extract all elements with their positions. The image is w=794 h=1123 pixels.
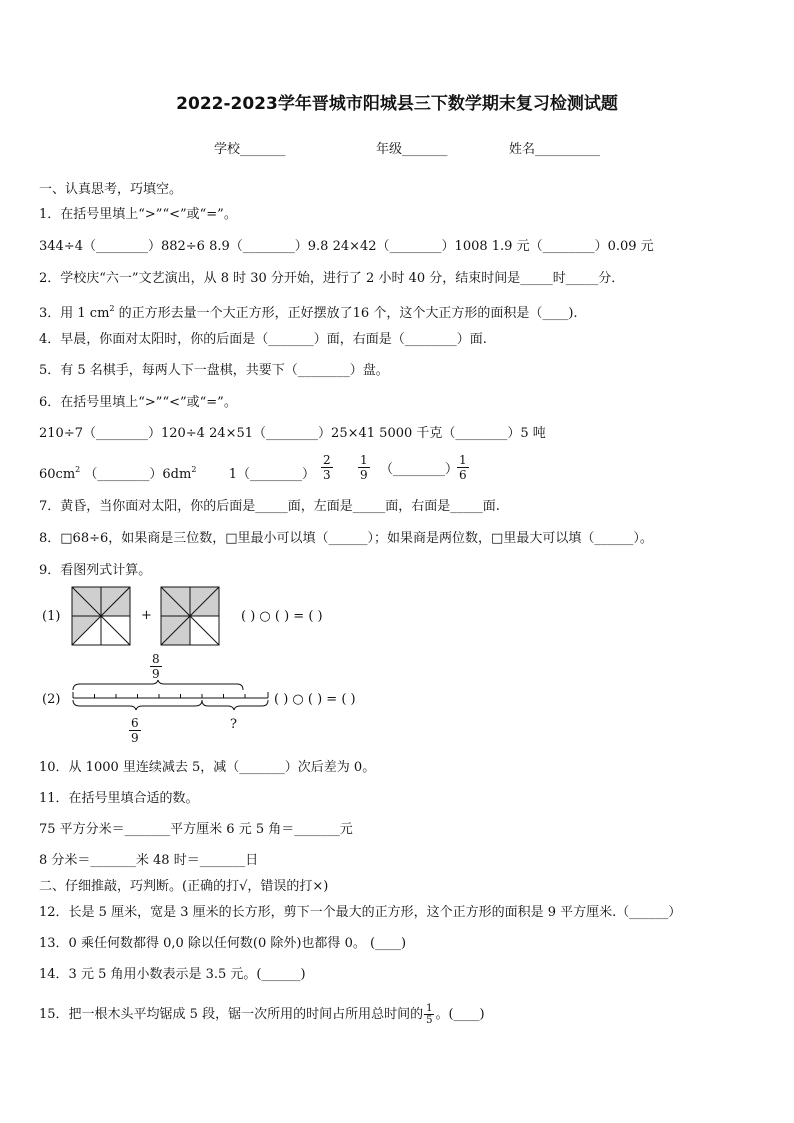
q6-sup-1: 2 [75, 465, 81, 474]
square-figure-2 [161, 587, 221, 647]
question-1-stem: 1．在括号里填上“>”“<”或“=”。 [39, 207, 237, 222]
q6-row2-c: 1（________） [228, 467, 315, 482]
question-2: 2．学校庆“六一”文艺演出，从 8 时 30 分开始，进行了 2 小时 40 分，结束时间是_____时_____分． [39, 271, 625, 286]
q6-sup-2: 2 [191, 465, 197, 474]
q6-row2-a: 60cm [39, 467, 76, 482]
q6-fraction-1: $\frac{2}{3}$ [323, 453, 331, 482]
question-3-sup: 2 [109, 304, 115, 313]
q9-label-1: (1) [42, 609, 61, 624]
section-1-heading: 一、认真思考，巧填空。 [39, 182, 183, 197]
question-15-fraction: $\frac{1}{5}$ [426, 1003, 433, 1026]
school-field[interactable]: 学校_______ [214, 142, 286, 157]
q6-fraction-3: $\frac{1}{6}$ [459, 453, 467, 482]
question-11-stem: 11．在括号里填合适的数。 [39, 791, 199, 806]
question-13: 13．0 乘任何数都得 0,0 除以任何数(0 除外)也都得 0。 (____) [39, 936, 407, 951]
bottom-brace-right [202, 700, 268, 710]
name-field[interactable]: 姓名__________ [509, 142, 601, 157]
question-3-post: 的正方形去量一个大正方形，正好摆放了16 个，这个大正方形的面积是（____). [114, 306, 578, 321]
q9-expression-1: ( ) ○ ( ) = ( ) [241, 609, 323, 624]
bottom-brace-left [73, 700, 202, 710]
top-brace [73, 680, 243, 690]
question-15-post: 。(____) [435, 1007, 485, 1022]
plus-sign: + [141, 608, 152, 623]
q6-fraction-2: $\frac{1}{9}$ [360, 453, 368, 482]
question-1-row: 344÷4（________）882÷6 8.9（________）9.8 24×42（________）1008 1.9 元（________）0.09 元 [39, 239, 654, 254]
question-3-pre: 3．用 1 cm [39, 306, 110, 321]
question-14: 14．3 元 5 角用小数表示是 3.5 元。(______) [39, 967, 306, 982]
question-6-stem: 6．在括号里填上“>”“<”或“=”。 [39, 395, 237, 410]
question-9-stem: 9．看图列式计算。 [39, 563, 152, 578]
section-2-heading: 二、仔细推敲，巧判断。(正确的打√，错误的打×) [39, 879, 329, 894]
page-title: 2022-2023学年晋城市阳城县三下数学期末复习检测试题 [176, 94, 618, 114]
q9-expression-2: ( ) ○ ( ) = ( ) [274, 692, 356, 707]
q9-label-2: (2) [42, 692, 61, 707]
q6-row2-d: （________） [380, 462, 459, 477]
question-6-row-2 [39, 461, 315, 484]
q9-bottom-fraction: $\frac{6}{9}$ [131, 716, 139, 745]
q6-row2-b: （________）6dm [84, 467, 192, 482]
question-11-row-1: 75 平方分米＝_______平方厘米 6 元 5 角＝_______元 [39, 822, 353, 837]
question-11-row-2: 8 分米＝_______米 48 时＝_______日 [39, 853, 259, 868]
question-4: 4．早晨，你面对太阳时，你的后面是（_______）面，右面是（________）面. [39, 332, 487, 347]
question-15 [39, 1003, 485, 1026]
question-7: 7．黄昏，当你面对太阳，你的后面是_____面，左面是_____面，右面是_____面. [39, 499, 500, 514]
question-5: 5．有 5 名棋手，每两人下一盘棋，共要下（________）盘。 [39, 363, 389, 378]
question-10: 10．从 1000 里连续减去 5，减（_______）次后差为 0。 [39, 760, 376, 775]
q9-top-fraction: $\frac{8}{9}$ [152, 652, 160, 681]
segment-diagram [72, 680, 272, 710]
question-8: 8．□68÷6，如果商是三位数，□里最小可以填（______）；如果商是两位数，□里最大可以填（______）。 [39, 531, 653, 546]
question-12: 12．长是 5 厘米，宽是 3 厘米的长方形，剪下一个最大的正方形，这个正方形的面积是 9 平方厘米.（______） [39, 905, 682, 920]
question-3 [39, 300, 578, 323]
question-6-row-1: 210÷7（________）120÷4 24×51（________）25×41 5000 千克（________）5 吨 [39, 426, 546, 441]
square-figure-1 [72, 587, 132, 647]
question-15-pre: 15．把一根木头平均锯成 5 段，锯一次所用的时间占所用总时间的 [39, 1007, 424, 1022]
q9-question-mark: ? [230, 717, 237, 732]
grade-field[interactable]: 年级_______ [376, 142, 448, 157]
